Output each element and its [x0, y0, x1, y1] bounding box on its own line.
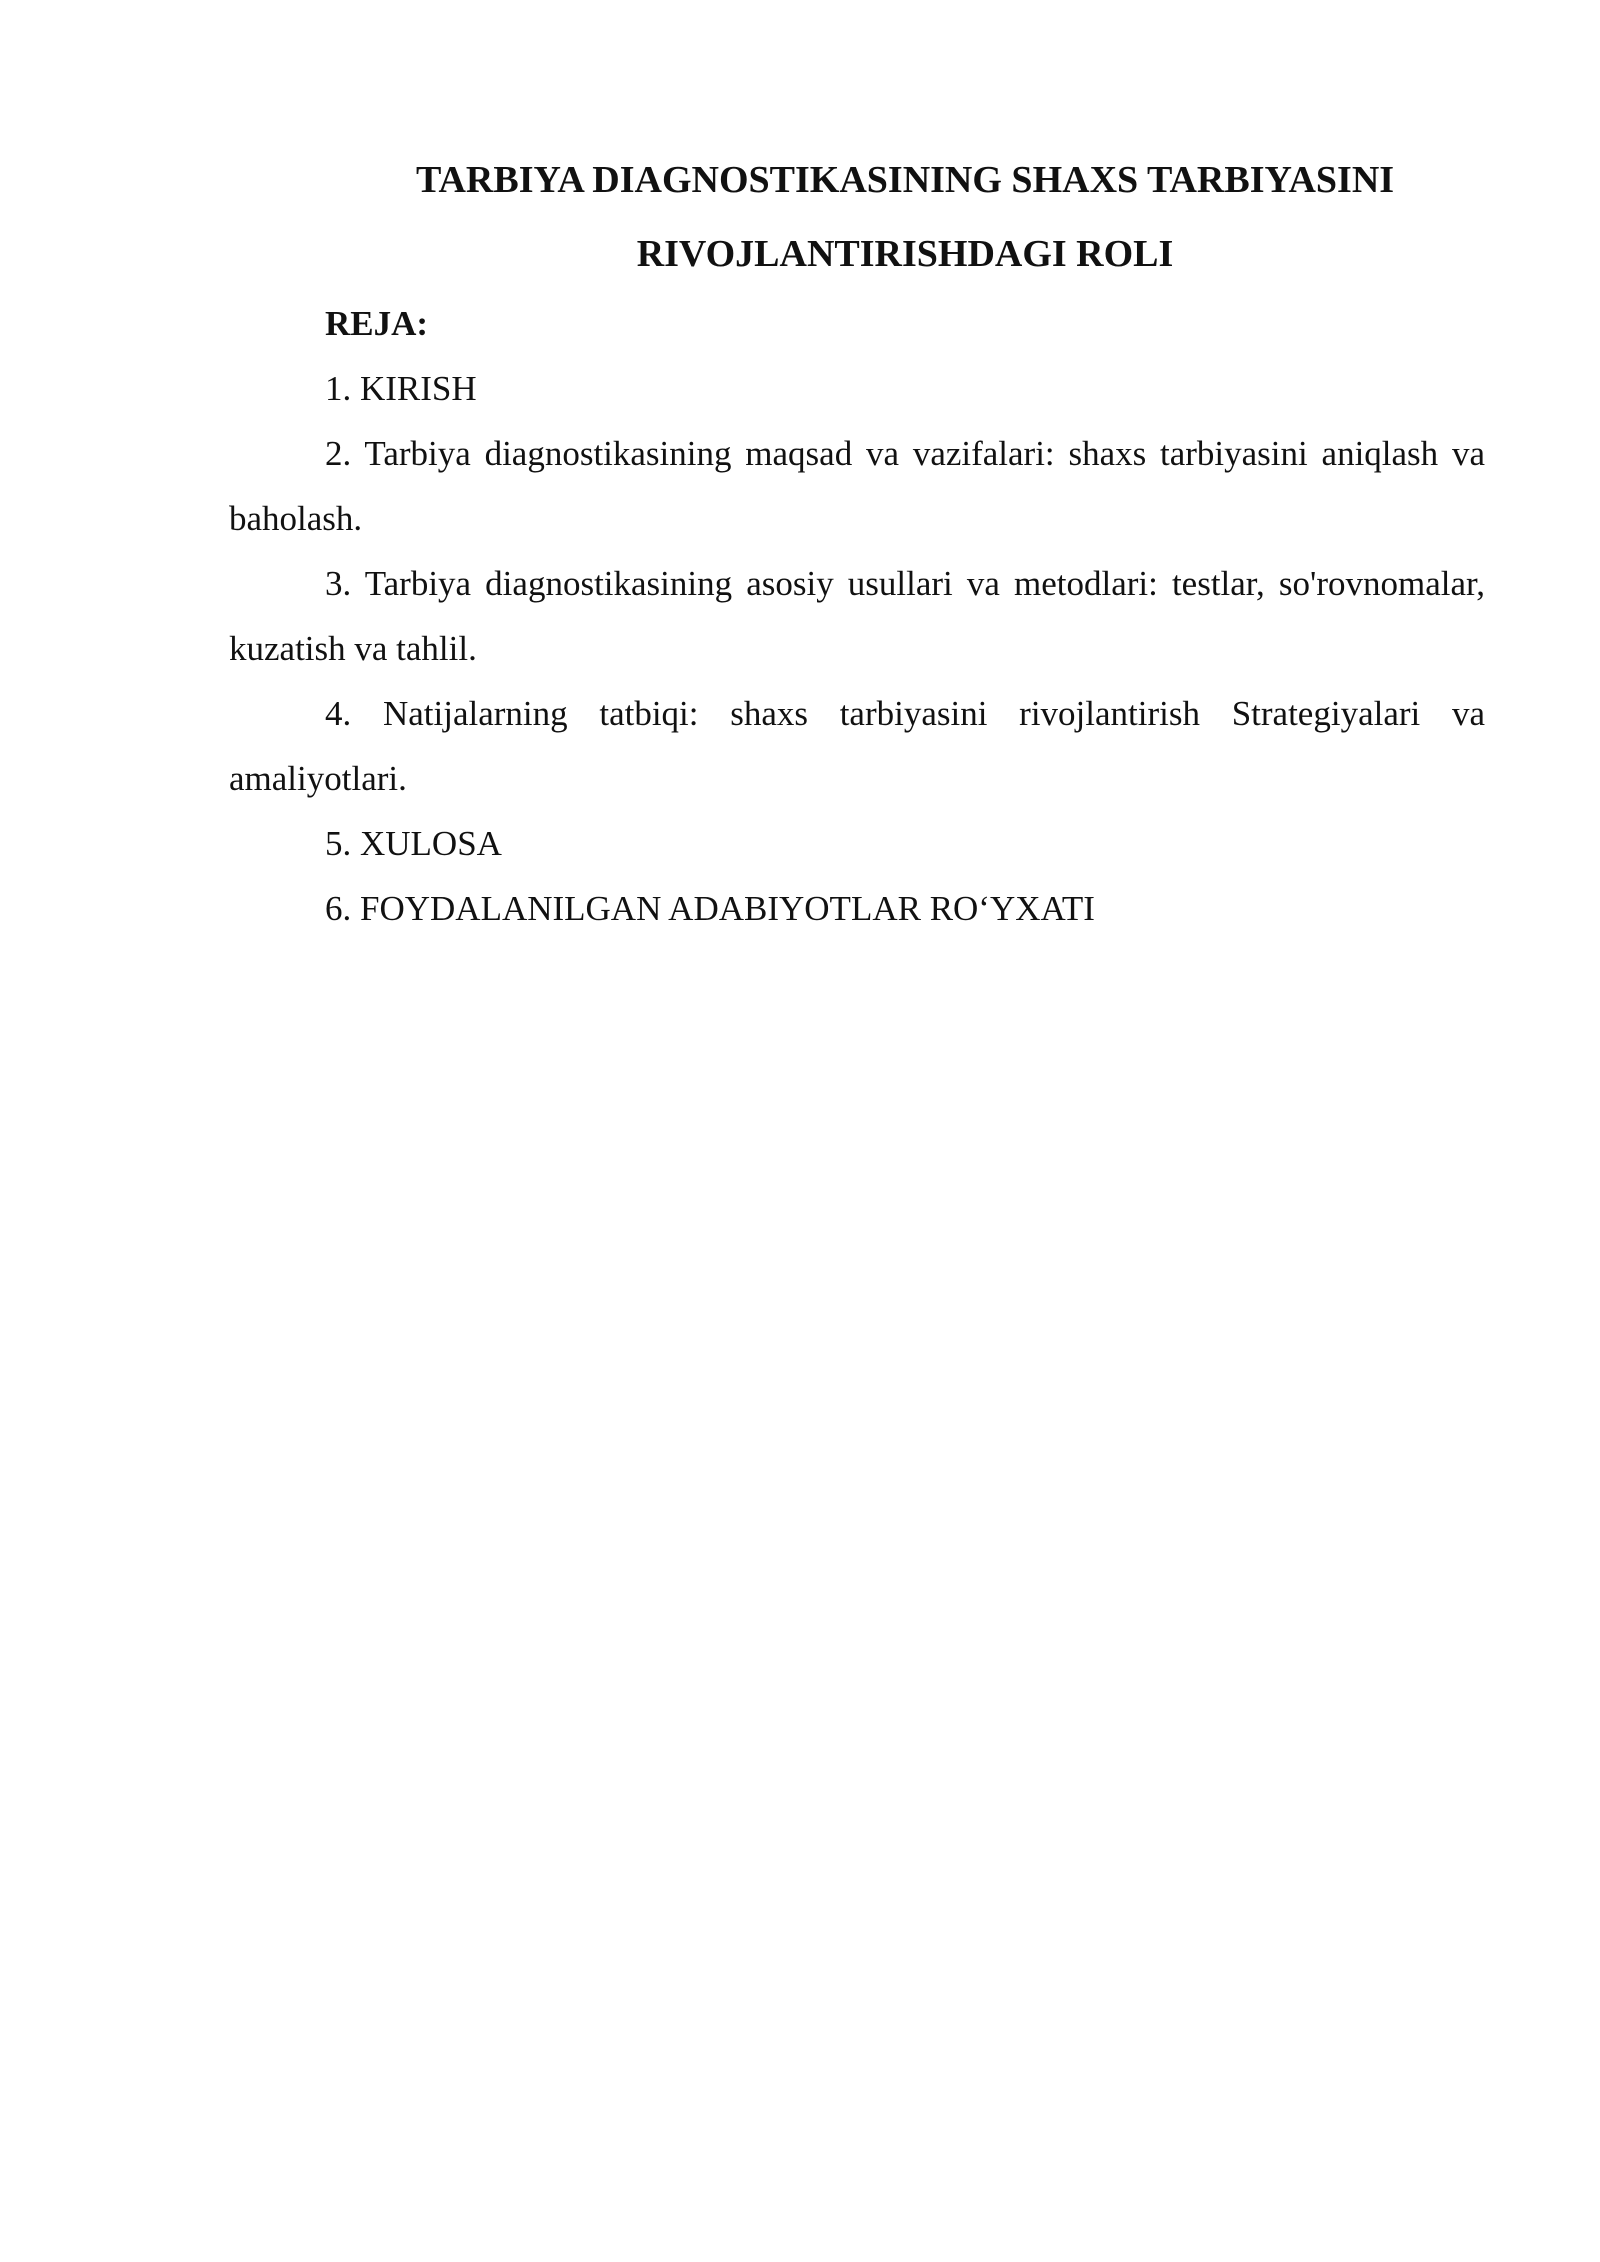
title-line-2: RIVOJLANTIRISHDAGI ROLI: [636, 233, 1174, 275]
plan-item-2: 2. Tarbiya diagnostikasining maqsad va vazifalari: shaxs tarbiyasini aniqlash va baholash.: [229, 434, 1485, 538]
plan-item-5: 5. XULOSA: [325, 824, 502, 863]
document-title: [229, 143, 1485, 291]
document-content: [229, 143, 1485, 941]
plan-heading: REJA:: [325, 304, 429, 343]
plan-item-1: 1. KIRISH: [325, 369, 477, 408]
plan-item-4: 4. Natijalarning tatbiqi: shaxs tarbiyasini rivojlantirish Strategiyalari va amaliyotlari.: [229, 694, 1485, 798]
title-line-1: TARBIYA DIAGNOSTIKASINING SHAXS TARBIYASINI: [415, 159, 1395, 201]
plan-item-6: 6. FOYDALANILGAN ADABIYOTLAR RO‘YXATI: [325, 889, 1095, 928]
plan-item-3: 3. Tarbiya diagnostikasining asosiy usullari va metodlari: testlar, so'rovnomalar, kuzatish va tahlil.: [229, 564, 1485, 668]
